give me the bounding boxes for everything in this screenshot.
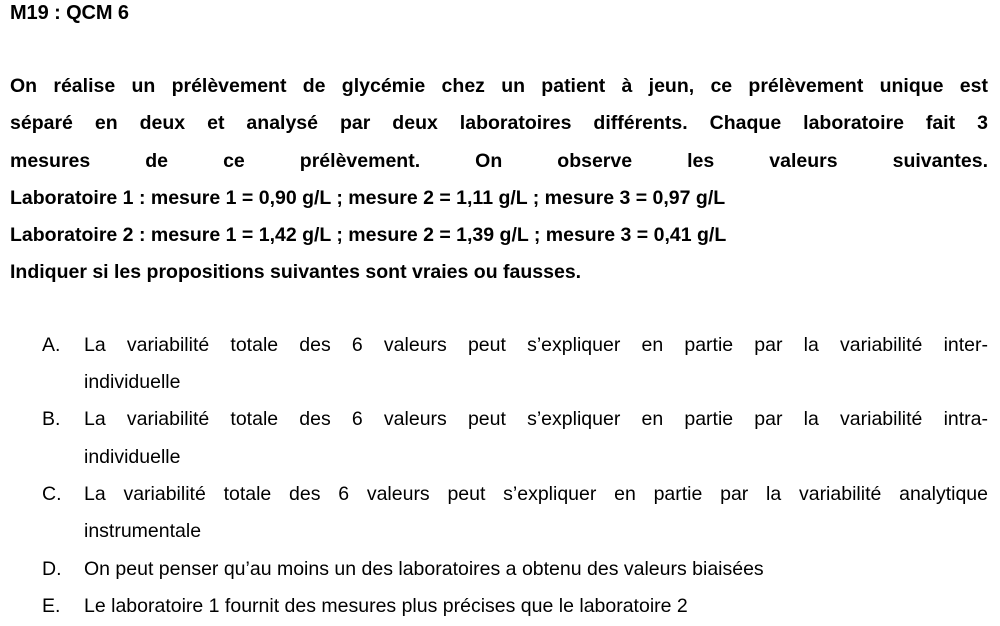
option-d bbox=[10, 551, 988, 588]
option-c-letter: C. bbox=[42, 482, 62, 505]
options-list bbox=[10, 327, 988, 625]
option-b bbox=[10, 401, 988, 476]
lab1-measurements: Laboratoire 1 : mesure 1 = 0,90 g/L ; mesure 2 = 1,11 g/L ; mesure 3 = 0,97 g/L bbox=[10, 186, 726, 209]
option-c-line-2: instrumentale bbox=[84, 520, 202, 543]
question-intro bbox=[10, 68, 988, 292]
option-a-line-1: La variabilité totale des 6 valeurs peut s’expliquer en partie par la variabilité inter- bbox=[84, 333, 988, 356]
option-c-line-1: La variabilité totale des 6 valeurs peut s’expliquer en partie par la variabilité analytique bbox=[84, 482, 988, 505]
option-e-line-1: Le laboratoire 1 fournit des mesures plus précises que le laboratoire 2 bbox=[84, 594, 688, 617]
option-d-text bbox=[84, 551, 988, 588]
option-b-line-1: La variabilité totale des 6 valeurs peut s’expliquer en partie par la variabilité intra- bbox=[84, 408, 988, 431]
option-e-letter: E. bbox=[42, 594, 61, 617]
option-a-text bbox=[84, 327, 988, 402]
option-a-line-2: individuelle bbox=[84, 371, 181, 394]
option-e-text bbox=[84, 588, 988, 625]
instruction-line: Indiquer si les propositions suivantes sont vraies ou fausses. bbox=[10, 261, 582, 284]
page-title: M19 : QCM 6 bbox=[10, 2, 129, 24]
intro-line-3: mesures de ce prélèvement. On observe les valeurs suivantes. bbox=[10, 149, 988, 172]
option-e bbox=[10, 588, 988, 625]
option-a bbox=[10, 327, 988, 402]
option-c-text bbox=[84, 476, 988, 551]
option-d-line-1: On peut penser qu’au moins un des laboratoires a obtenu des valeurs biaisées bbox=[84, 557, 764, 580]
option-c bbox=[10, 476, 988, 551]
option-b-letter: B. bbox=[42, 408, 61, 431]
intro-line-2: séparé en deux et analysé par deux laboratoires différents. Chaque laboratoire fait 3 bbox=[10, 112, 988, 135]
intro-line-1: On réalise un prélèvement de glycémie chez un patient à jeun, ce prélèvement unique est bbox=[10, 75, 988, 97]
lab2-measurements: Laboratoire 2 : mesure 1 = 1,42 g/L ; mesure 2 = 1,39 g/L ; mesure 3 = 0,41 g/L bbox=[10, 224, 727, 247]
option-d-letter: D. bbox=[42, 557, 62, 580]
option-a-letter: A. bbox=[42, 333, 61, 356]
option-b-text bbox=[84, 401, 988, 476]
option-b-line-2: individuelle bbox=[84, 445, 181, 468]
